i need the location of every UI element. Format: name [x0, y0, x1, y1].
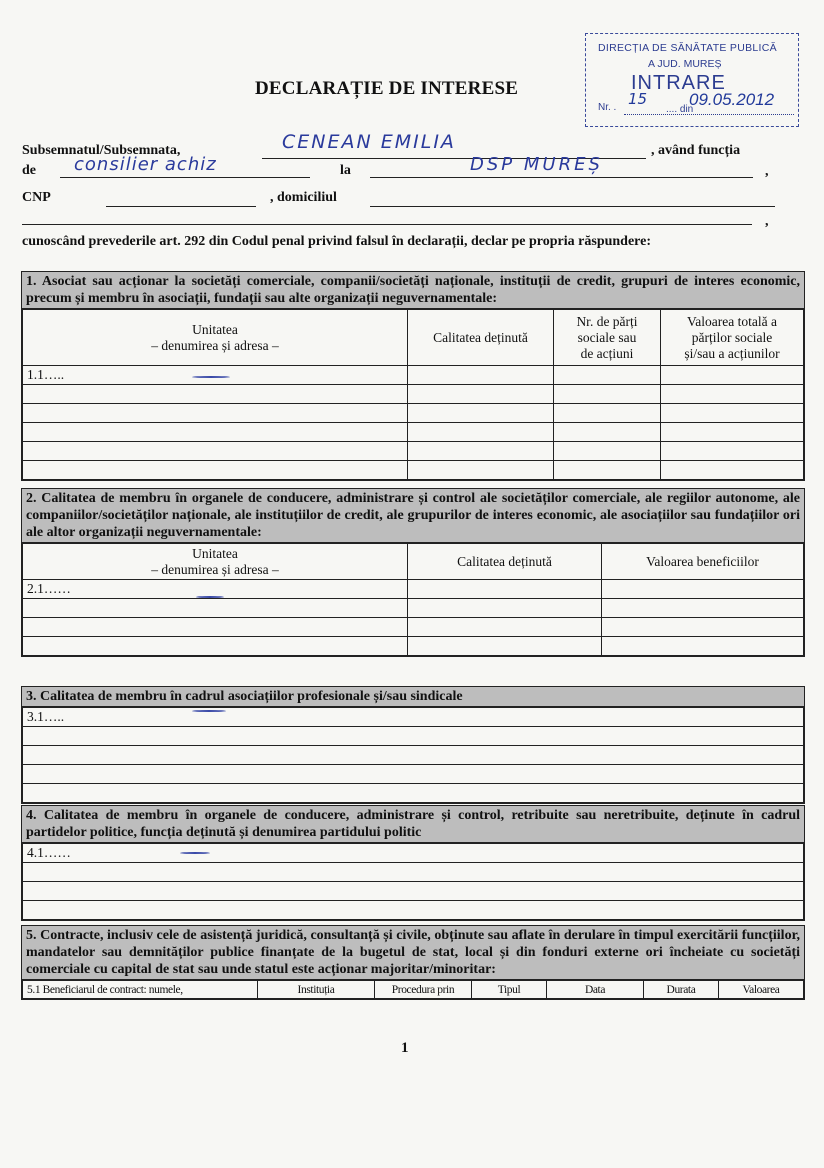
s5-col-institutia: Instituția	[258, 981, 375, 999]
s5-col-durata: Durata	[644, 981, 719, 999]
la-handwritten: DSP MUREȘ	[470, 154, 603, 175]
table-cell	[23, 784, 804, 803]
name-handwritten: CENEAN EMILIA	[282, 131, 456, 153]
section-1-table	[22, 309, 804, 480]
table-cell	[661, 404, 804, 423]
s1-col-nr-parti-line1: Nr. de părți	[576, 313, 638, 329]
domiciliul-underline	[370, 206, 775, 207]
cnp-underline	[106, 206, 256, 207]
table-cell	[408, 423, 554, 442]
table-cell	[602, 580, 804, 599]
table-cell	[661, 366, 804, 385]
table-cell	[23, 599, 408, 618]
s3-handwritten-dash	[192, 710, 226, 712]
table-cell	[661, 461, 804, 480]
s5-col-beneficiar: 5.1 Beneficiarul de contract: numele,	[23, 981, 258, 999]
section-1-heading: 1. Asociat sau acționar la societăți comerciale, companii/societăți naționale, instituții de credit, grupuri de interes economic, precum și membru în asociații, fundații sau alte organizații neguvernamentale:	[22, 272, 804, 309]
table-cell	[23, 637, 408, 656]
stamp-line-1: DIRECȚIA DE SĂNĂTATE PUBLICĂ	[598, 42, 777, 54]
s1-col-unitatea-line2: – denumirea și adresa –	[151, 337, 279, 353]
s2-col-valoarea: Valoarea beneficiilor	[602, 544, 804, 580]
table-cell	[602, 599, 804, 618]
page-number: 1	[401, 1040, 409, 1056]
preamble-text: cunoscând prevederile art. 292 din Codul penal privind falsul în declarații, declar pe propria răspundere:	[22, 234, 652, 249]
s1-col-valoarea-line1: Valoarea totală a	[687, 313, 777, 329]
table-cell	[23, 618, 408, 637]
stamp-date: 09.05.2012	[689, 90, 775, 109]
table-row	[23, 863, 804, 882]
table-row	[23, 708, 804, 727]
table-row	[23, 765, 804, 784]
table-row	[23, 618, 804, 637]
table-cell	[408, 366, 554, 385]
stamp-line-2: A JUD. MUREȘ	[648, 58, 722, 70]
s1-col-valoarea	[661, 310, 804, 366]
s2-col-calitatea: Calitatea deținută	[408, 544, 602, 580]
s2-handwritten-dash	[196, 596, 224, 598]
la-label: la	[340, 163, 351, 178]
table-cell	[408, 461, 554, 480]
table-row	[23, 637, 804, 656]
domiciliul-underline-2	[22, 224, 752, 225]
s1-col-nr-parti-line3: de acțiuni	[580, 345, 634, 361]
registration-stamp	[585, 33, 799, 127]
section-4-table	[22, 843, 804, 920]
section-5-table	[22, 980, 804, 999]
section-2-heading: 2. Calitatea de membru în organele de conducere, administrare și control ale societăților comerciale, ale regiilor autonome, ale companiilor/societăților naționale, ale instituțiilor de credit, ale grupurilor de interes economic, ale asociațiilor sau fundațiilor ori ale altor organizații neguvernamentale:	[22, 489, 804, 543]
s1-row1-cell: 1.1…..	[23, 366, 408, 385]
table-cell	[408, 385, 554, 404]
domiciliul-label: , domiciliul	[270, 190, 337, 205]
table-row	[23, 442, 804, 461]
s3-row1-cell: 3.1…..	[23, 708, 804, 727]
section-2	[21, 488, 805, 657]
table-cell	[602, 618, 804, 637]
table-cell	[23, 746, 804, 765]
table-cell	[23, 727, 804, 746]
section-5-heading: 5. Contracte, inclusiv cele de asistență juridică, consultanță și civile, obținute sau aflate în derulare în timpul exercitării funcțiilor, mandatelor sau demnităților publice finanțate de la bugetul de stat, local și din fonduri externe ori încheiate cu societăți comerciale cu capital de stat sau unde statul este acționar majoritar/minoritar:	[22, 926, 804, 980]
s1-col-unitatea	[23, 310, 408, 366]
table-cell	[408, 442, 554, 461]
cnp-label: CNP	[22, 190, 51, 205]
section-4-heading: 4. Calitatea de membru în organele de conducere, administrare și control, retribuite sau neretribuite, deținute în cadrul partidelor politice, funcția deținută și denumirea partidului politic	[22, 806, 804, 843]
comma-2: ,	[765, 214, 769, 229]
s1-col-unitatea-line1: Unitatea	[192, 321, 238, 337]
table-cell	[23, 901, 804, 920]
stamp-nr-label: Nr. .	[598, 102, 617, 113]
functia-handwritten: consilier achiz	[74, 154, 217, 175]
de-label: de	[22, 163, 36, 178]
section-2-table	[22, 543, 804, 656]
table-cell	[23, 461, 408, 480]
table-cell	[408, 637, 602, 656]
s5-col-valoarea: Valoarea	[719, 981, 804, 999]
table-cell	[23, 385, 408, 404]
section-3-table	[22, 707, 804, 803]
table-row	[23, 404, 804, 423]
s2-row1-cell: 2.1……	[23, 580, 408, 599]
section-5	[21, 925, 805, 1000]
table-row	[23, 844, 804, 863]
table-cell	[408, 404, 554, 423]
section-3-heading: 3. Calitatea de membru în cadrul asociațiilor profesionale și/sau sindicale	[22, 687, 804, 707]
table-cell	[554, 423, 661, 442]
table-cell	[408, 599, 602, 618]
table-cell	[408, 580, 602, 599]
s5-col-tipul: Tipul	[472, 981, 547, 999]
stamp-line-3: INTRARE	[631, 72, 726, 94]
table-row	[23, 461, 804, 480]
table-row	[23, 882, 804, 901]
comma-1: ,	[765, 164, 769, 179]
table-cell	[23, 882, 804, 901]
s1-col-calitatea: Calitatea deținută	[408, 310, 554, 366]
table-cell	[661, 423, 804, 442]
section-1	[21, 271, 805, 481]
functia-underline	[60, 177, 310, 178]
s1-col-nr-parti-line2: sociale sau	[577, 329, 637, 345]
table-cell	[661, 442, 804, 461]
table-row	[23, 385, 804, 404]
s5-col-data: Data	[547, 981, 644, 999]
table-row	[23, 901, 804, 920]
table-cell	[661, 385, 804, 404]
table-cell	[554, 461, 661, 480]
document-title: DECLARAȚIE DE INTERESE	[255, 78, 519, 99]
table-cell	[408, 618, 602, 637]
stamp-dotted-line	[624, 114, 794, 115]
subsemnatul-label: Subsemnatul/Subsemnata,	[22, 143, 181, 158]
section-4	[21, 805, 805, 921]
s4-handwritten-dash	[180, 852, 210, 854]
s1-col-valoarea-line2: părților sociale	[691, 329, 773, 345]
table-cell	[554, 404, 661, 423]
s2-col-unitatea-line2: – denumirea și adresa –	[151, 561, 279, 577]
table-row	[23, 746, 804, 765]
la-underline	[370, 177, 753, 178]
table-row	[23, 784, 804, 803]
table-cell	[554, 385, 661, 404]
s5-col-procedura: Procedura prin	[375, 981, 472, 999]
s1-handwritten-dash	[192, 376, 230, 378]
section-3	[21, 686, 805, 804]
table-cell	[602, 637, 804, 656]
table-cell	[23, 863, 804, 882]
stamp-din-label: .... din	[666, 104, 694, 115]
s4-row1-cell: 4.1……	[23, 844, 804, 863]
s2-col-unitatea	[23, 544, 408, 580]
table-row	[23, 580, 804, 599]
table-cell	[23, 442, 408, 461]
table-cell	[554, 442, 661, 461]
table-cell	[23, 423, 408, 442]
s1-col-valoarea-line3: și/sau a acțiunilor	[684, 345, 780, 361]
table-row	[23, 599, 804, 618]
table-cell	[554, 366, 661, 385]
table-row	[23, 366, 804, 385]
table-cell	[23, 765, 804, 784]
table-row	[23, 423, 804, 442]
s2-col-unitatea-line1: Unitatea	[192, 545, 238, 561]
stamp-nr-value: 15	[628, 90, 648, 108]
table-cell	[23, 404, 408, 423]
avand-functia-label: , având funcția	[651, 143, 741, 158]
table-row	[23, 727, 804, 746]
s1-col-nr-parti	[554, 310, 661, 366]
